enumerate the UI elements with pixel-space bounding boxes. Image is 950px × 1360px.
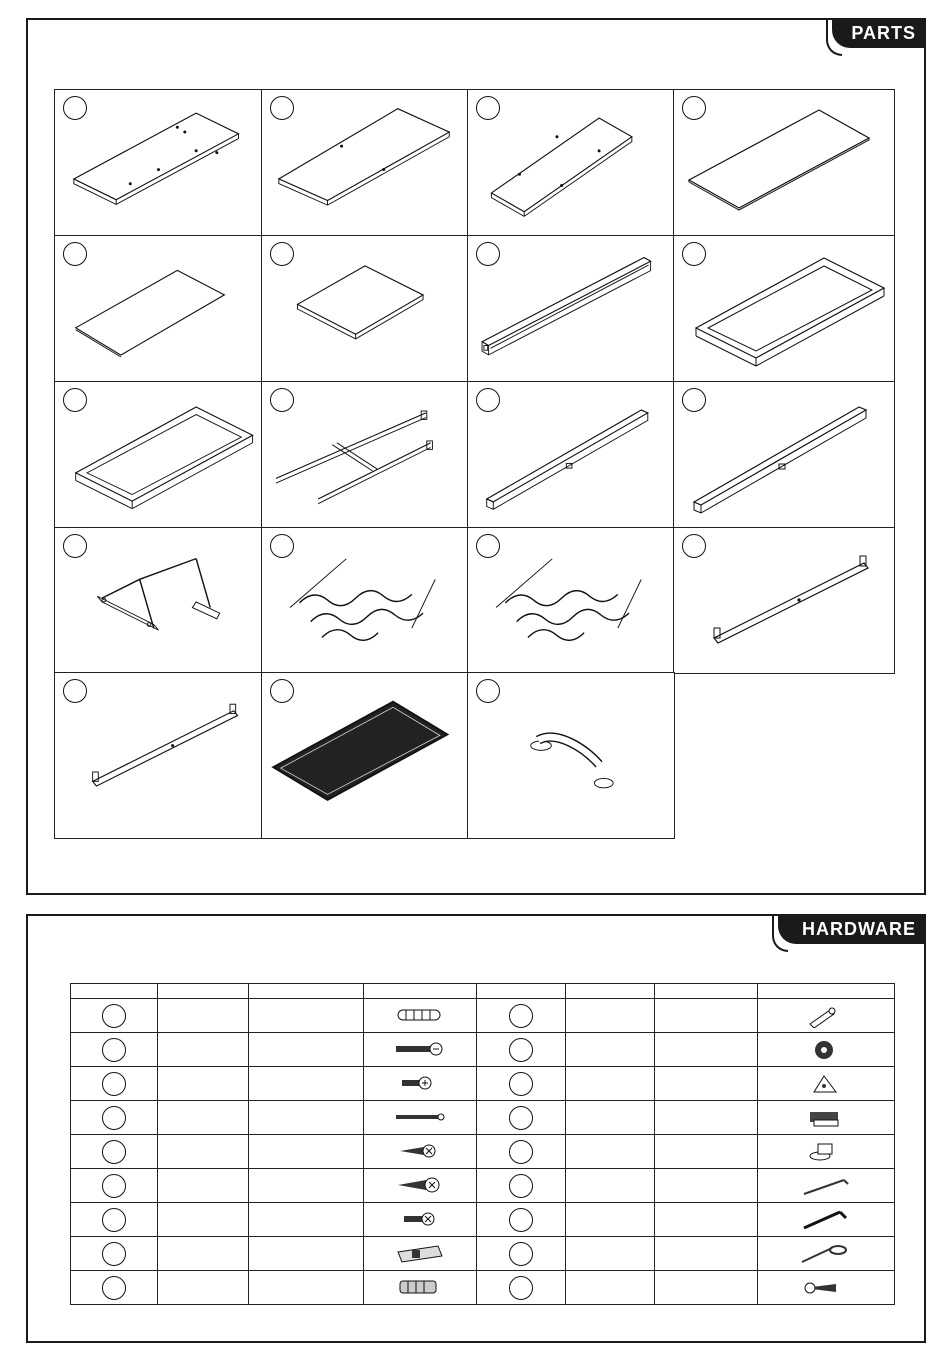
wood-screw-large-icon xyxy=(394,1174,446,1198)
part-number-circle xyxy=(63,242,87,266)
part-number-circle xyxy=(63,534,87,558)
hardware-number-circle xyxy=(509,1072,533,1096)
hardware-number-circle xyxy=(509,1038,533,1062)
part-cell xyxy=(467,381,675,529)
hardware-image-cell xyxy=(758,1033,895,1067)
hardware-image-cell xyxy=(364,1135,477,1169)
hardware-desc-cell xyxy=(249,1271,364,1305)
parts-tab: PARTS xyxy=(832,18,926,48)
cam-lock-icon xyxy=(800,1038,852,1062)
cam-bolt-icon xyxy=(800,1004,852,1028)
hardware-number-cell xyxy=(477,1135,566,1169)
hardware-row xyxy=(71,1203,895,1237)
hardware-number-circle xyxy=(509,1140,533,1164)
corner-bracket-icon xyxy=(800,1072,852,1096)
short-screw-icon xyxy=(394,1072,446,1096)
hardware-qty-cell xyxy=(566,1101,655,1135)
hardware-number-circle xyxy=(509,1174,533,1198)
hardware-image-cell xyxy=(758,1271,895,1305)
hardware-qty-cell xyxy=(566,1237,655,1271)
header-cell xyxy=(758,984,895,999)
hardware-desc-cell xyxy=(249,1067,364,1101)
header-cell xyxy=(249,984,364,999)
catch-icon xyxy=(800,1106,852,1130)
part-number-circle xyxy=(476,679,500,703)
hardware-desc-cell xyxy=(655,1237,758,1271)
part-cell xyxy=(261,235,469,383)
part-cell xyxy=(673,381,895,529)
hardware-number-circle xyxy=(102,1072,126,1096)
hardware-number-cell xyxy=(71,1033,158,1067)
hardware-number-cell xyxy=(71,999,158,1033)
hardware-number-cell xyxy=(477,999,566,1033)
hardware-qty-cell xyxy=(158,999,249,1033)
hardware-number-circle xyxy=(102,1140,126,1164)
hardware-qty-cell xyxy=(158,1067,249,1101)
part-number-circle xyxy=(63,388,87,412)
hardware-desc-cell xyxy=(655,1203,758,1237)
hardware-qty-cell xyxy=(158,1237,249,1271)
header-cell xyxy=(71,984,158,999)
hardware-number-cell xyxy=(71,1101,158,1135)
part-number-circle xyxy=(476,96,500,120)
mounting-plate-icon xyxy=(394,1242,446,1266)
header-cell xyxy=(158,984,249,999)
long-thin-screw-icon xyxy=(394,1106,446,1130)
part-cell xyxy=(54,89,263,237)
part-number-circle xyxy=(270,96,294,120)
hardware-desc-cell xyxy=(655,999,758,1033)
hardware-image-cell xyxy=(758,1067,895,1101)
part-cell xyxy=(673,89,895,237)
hardware-row xyxy=(71,999,895,1033)
towel-bar-icon xyxy=(674,528,894,673)
hardware-image-cell xyxy=(364,1271,477,1305)
hardware-qty-cell xyxy=(566,999,655,1033)
part-number-circle xyxy=(476,388,500,412)
header-cell xyxy=(477,984,566,999)
wood-dowel-icon xyxy=(394,1004,446,1028)
part-cell xyxy=(467,89,675,237)
header-cell xyxy=(566,984,655,999)
hardware-number-cell xyxy=(477,1101,566,1135)
part-number-circle xyxy=(476,534,500,558)
part-number-circle xyxy=(270,534,294,558)
hardware-qty-cell xyxy=(566,1067,655,1101)
hardware-number-cell xyxy=(477,1169,566,1203)
part-cell xyxy=(467,235,675,383)
towel-bar-icon xyxy=(55,673,262,838)
hardware-header-row xyxy=(71,984,895,999)
long-screw-icon xyxy=(800,1276,852,1300)
part-number-circle xyxy=(682,96,706,120)
hardware-row xyxy=(71,1271,895,1305)
hardware-number-cell xyxy=(71,1237,158,1271)
hardware-number-cell xyxy=(71,1271,158,1305)
hardware-desc-cell xyxy=(655,1101,758,1135)
part-number-circle xyxy=(682,534,706,558)
hardware-desc-cell xyxy=(249,1203,364,1237)
hardware-number-circle xyxy=(102,1208,126,1232)
hardware-image-cell xyxy=(364,1169,477,1203)
hardware-image-cell xyxy=(364,1067,477,1101)
parts-panel xyxy=(26,18,926,895)
hardware-qty-cell xyxy=(158,1271,249,1305)
hardware-number-cell xyxy=(71,1169,158,1203)
hardware-desc-cell xyxy=(249,999,364,1033)
hardware-desc-cell xyxy=(655,1271,758,1305)
hardware-image-cell xyxy=(364,1033,477,1067)
hardware-desc-cell xyxy=(249,1169,364,1203)
hardware-number-circle xyxy=(509,1242,533,1266)
hardware-number-cell xyxy=(477,1033,566,1067)
part-cell xyxy=(467,527,675,674)
hardware-image-cell xyxy=(364,1101,477,1135)
part-number-circle xyxy=(270,679,294,703)
part-cell xyxy=(261,527,469,674)
hardware-image-cell xyxy=(758,1169,895,1203)
part-cell xyxy=(261,672,469,839)
hardware-qty-cell xyxy=(158,1101,249,1135)
part-cell xyxy=(54,235,263,383)
machine-screw-icon xyxy=(394,1208,446,1232)
large-flat-board-icon xyxy=(674,90,894,236)
hardware-qty-cell xyxy=(566,1271,655,1305)
hardware-image-cell xyxy=(758,999,895,1033)
hardware-qty-cell xyxy=(566,1033,655,1067)
mesh-panel-icon xyxy=(262,673,468,838)
hardware-tab: HARDWARE xyxy=(778,914,926,944)
allen-key-large-icon xyxy=(800,1208,852,1232)
hardware-number-cell xyxy=(71,1067,158,1101)
hardware-number-circle xyxy=(102,1174,126,1198)
hardware-number-circle xyxy=(102,1106,126,1130)
hardware-image-cell xyxy=(364,1237,477,1271)
part-cell xyxy=(673,235,895,383)
hardware-row xyxy=(71,1135,895,1169)
hardware-qty-cell xyxy=(158,1169,249,1203)
part-number-circle xyxy=(63,679,87,703)
hardware-number-cell xyxy=(477,1271,566,1305)
shelf-pin-icon xyxy=(800,1140,852,1164)
hardware-qty-cell xyxy=(158,1135,249,1169)
hardware-image-cell xyxy=(758,1237,895,1271)
hardware-desc-cell xyxy=(249,1101,364,1135)
hardware-qty-cell xyxy=(566,1135,655,1169)
part-cell xyxy=(673,527,895,674)
zip-tie-icon xyxy=(800,1242,852,1266)
hardware-row xyxy=(71,1237,895,1271)
part-cell xyxy=(261,381,469,529)
wall-anchor-icon xyxy=(394,1276,446,1300)
hardware-panel xyxy=(26,914,926,1343)
wood-screw-icon xyxy=(394,1140,446,1164)
hardware-number-cell xyxy=(477,1203,566,1237)
hardware-desc-cell xyxy=(249,1033,364,1067)
hardware-number-circle xyxy=(509,1276,533,1300)
part-cell xyxy=(54,672,263,839)
hardware-qty-cell xyxy=(158,1203,249,1237)
hardware-number-cell xyxy=(71,1203,158,1237)
door-handle-icon xyxy=(468,673,674,838)
part-number-circle xyxy=(270,242,294,266)
part-number-circle xyxy=(682,242,706,266)
hardware-row xyxy=(71,1169,895,1203)
hardware-number-circle xyxy=(102,1004,126,1028)
hardware-desc-cell xyxy=(655,1135,758,1169)
part-number-circle xyxy=(476,242,500,266)
allen-key-small-icon xyxy=(800,1174,852,1198)
hardware-desc-cell xyxy=(655,1067,758,1101)
hardware-number-cell xyxy=(477,1237,566,1271)
hardware-desc-cell xyxy=(655,1169,758,1203)
part-cell xyxy=(54,527,263,674)
part-number-circle xyxy=(270,388,294,412)
hardware-qty-cell xyxy=(566,1169,655,1203)
part-number-circle xyxy=(682,388,706,412)
hardware-number-cell xyxy=(71,1135,158,1169)
long-bolt-icon xyxy=(394,1038,446,1062)
hardware-qty-cell xyxy=(158,1033,249,1067)
hardware-qty-cell xyxy=(566,1203,655,1237)
part-cell xyxy=(467,672,675,839)
hardware-number-circle xyxy=(509,1208,533,1232)
hardware-image-cell xyxy=(364,1203,477,1237)
hardware-number-circle xyxy=(102,1038,126,1062)
hardware-image-cell xyxy=(758,1101,895,1135)
header-cell xyxy=(655,984,758,999)
hardware-number-circle xyxy=(102,1276,126,1300)
hardware-row xyxy=(71,1067,895,1101)
hardware-number-cell xyxy=(477,1067,566,1101)
part-cell xyxy=(54,381,263,529)
hardware-number-circle xyxy=(509,1004,533,1028)
hardware-desc-cell xyxy=(249,1135,364,1169)
hardware-table xyxy=(70,983,895,1305)
hardware-number-circle xyxy=(102,1242,126,1266)
hardware-desc-cell xyxy=(655,1033,758,1067)
hardware-row xyxy=(71,1033,895,1067)
part-cell xyxy=(261,89,469,237)
hardware-image-cell xyxy=(758,1135,895,1169)
hardware-image-cell xyxy=(758,1203,895,1237)
hardware-desc-cell xyxy=(249,1237,364,1271)
square-tube-bar-icon xyxy=(674,382,894,528)
part-number-circle xyxy=(63,96,87,120)
hardware-number-circle xyxy=(509,1106,533,1130)
hardware-row xyxy=(71,1101,895,1135)
rectangular-frame-icon xyxy=(674,236,894,382)
header-cell xyxy=(364,984,477,999)
hardware-image-cell xyxy=(364,999,477,1033)
